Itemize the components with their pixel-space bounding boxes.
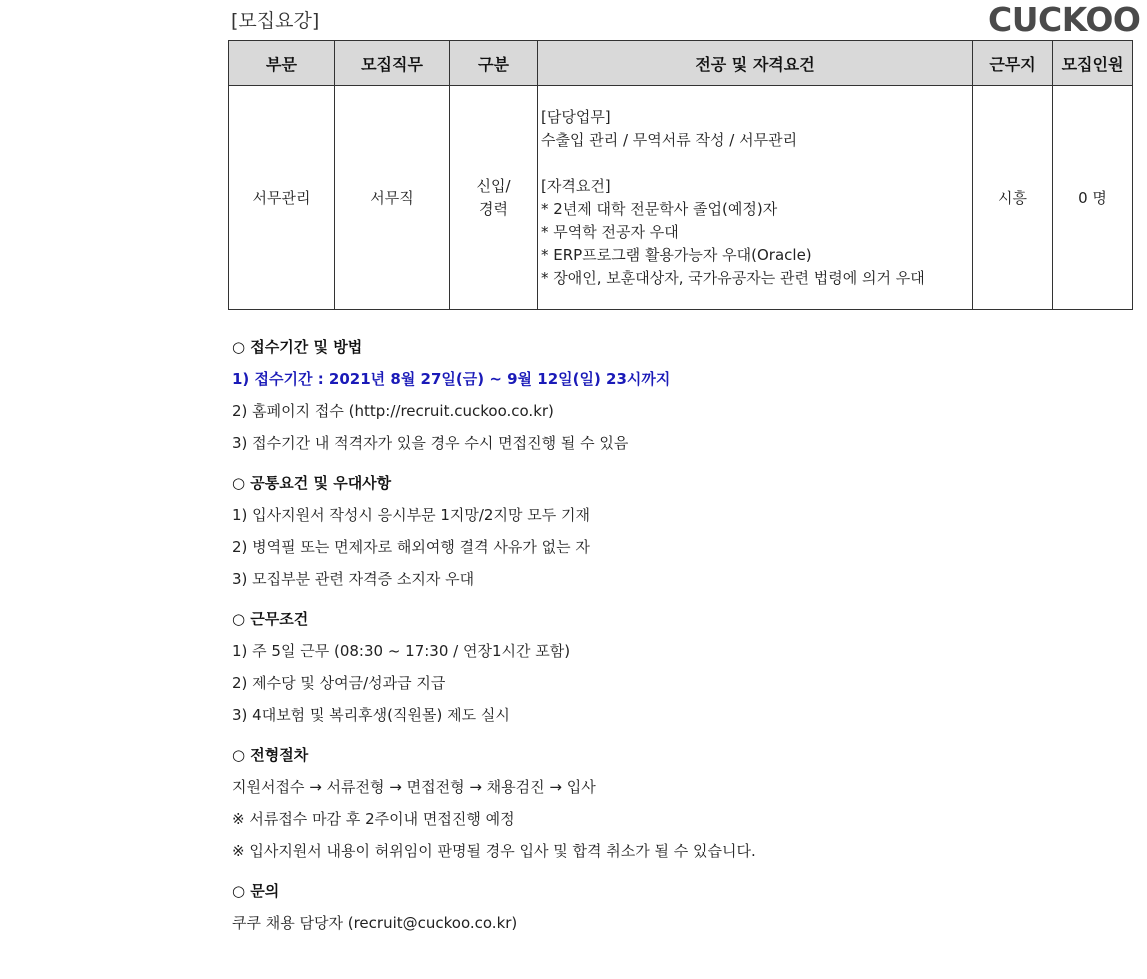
section-line: ※ 서류접수 마감 후 2주이내 면접진행 예정 [232,810,515,828]
requirement-line: * ERP프로그램 활용가능자 우대(Oracle) [541,245,812,264]
section [232,336,1132,454]
page-heading: [모집요강] [231,10,320,32]
requirement-line: [담당업무] [541,107,611,126]
requirement-line: [자격요건] [541,176,611,195]
section-line: 지원서접수 → 서류전형 → 면접전형 → 채용검진 → 입사 [232,778,596,796]
section [232,472,1132,590]
recruitment-table [228,40,1133,310]
cell-department: 서무관리 [229,86,335,310]
header-job: 모집직무 [335,41,450,86]
section-line: 2) 제수당 및 상여금/성과급 지급 [232,674,446,692]
section-title: ○ 전형절차 [232,746,309,764]
info-sections [232,336,1132,952]
type-line-2: 경력 [479,199,508,218]
section-line: 1) 주 5일 근무 (08:30 ~ 17:30 / 연장1시간 포함) [232,642,571,660]
cell-requirements [538,86,973,310]
requirement-line: * 2년제 대학 전문학사 졸업(예정)자 [541,199,778,218]
table-header-row [229,41,1133,86]
section-title: ○ 근무조건 [232,610,309,628]
cell-location: 시흥 [973,86,1053,310]
cell-headcount: 0 명 [1053,86,1133,310]
type-line-1: 신입/ [476,176,511,195]
section-line: 1) 접수기간 : 2021년 8월 27일(금) ~ 9월 12일(일) 23시까지 [232,370,671,388]
header-department: 부문 [229,41,335,86]
header-requirements: 전공 및 자격요건 [538,41,973,86]
requirement-line: * 무역학 전공자 우대 [541,222,679,241]
requirements-list [541,106,966,290]
section-line: 2) 홈페이지 접수 (http://recruit.cuckoo.co.kr) [232,402,554,420]
cell-job: 서무직 [335,86,450,310]
section-line: 3) 4대보험 및 복리후생(직원몰) 제도 실시 [232,706,510,724]
section-title: ○ 공통요건 및 우대사항 [232,474,392,492]
section-line: ※ 입사지원서 내용이 허위임이 판명될 경우 입사 및 합격 취소가 될 수 있습니다. [232,842,756,860]
requirement-line: 수출입 관리 / 무역서류 작성 / 서무관리 [541,130,798,149]
header-type: 구분 [450,41,538,86]
header-headcount: 모집인원 [1053,41,1133,86]
header-location: 근무지 [973,41,1053,86]
section-title: ○ 접수기간 및 방법 [232,338,363,356]
requirement-line [541,152,966,175]
section-line: 1) 입사지원서 작성시 응시부문 1지망/2지망 모두 기재 [232,506,590,524]
section-line: 3) 모집부분 관련 자격증 소지자 우대 [232,570,475,588]
cell-type [450,86,538,310]
requirement-line: * 장애인, 보훈대상자, 국가유공자는 관련 법령에 의거 우대 [541,268,925,287]
section [232,744,1132,862]
cuckoo-logo: CUCKOO [988,0,1141,39]
section [232,880,1132,934]
section-line: 2) 병역필 또는 면제자로 해외여행 결격 사유가 없는 자 [232,538,590,556]
section [232,608,1132,726]
section-line: 쿠쿠 채용 담당자 (recruit@cuckoo.co.kr) [232,914,518,932]
section-title: ○ 문의 [232,882,280,900]
table-row [229,86,1133,310]
section-line: 3) 접수기간 내 적격자가 있을 경우 수시 면접진행 될 수 있음 [232,434,629,452]
